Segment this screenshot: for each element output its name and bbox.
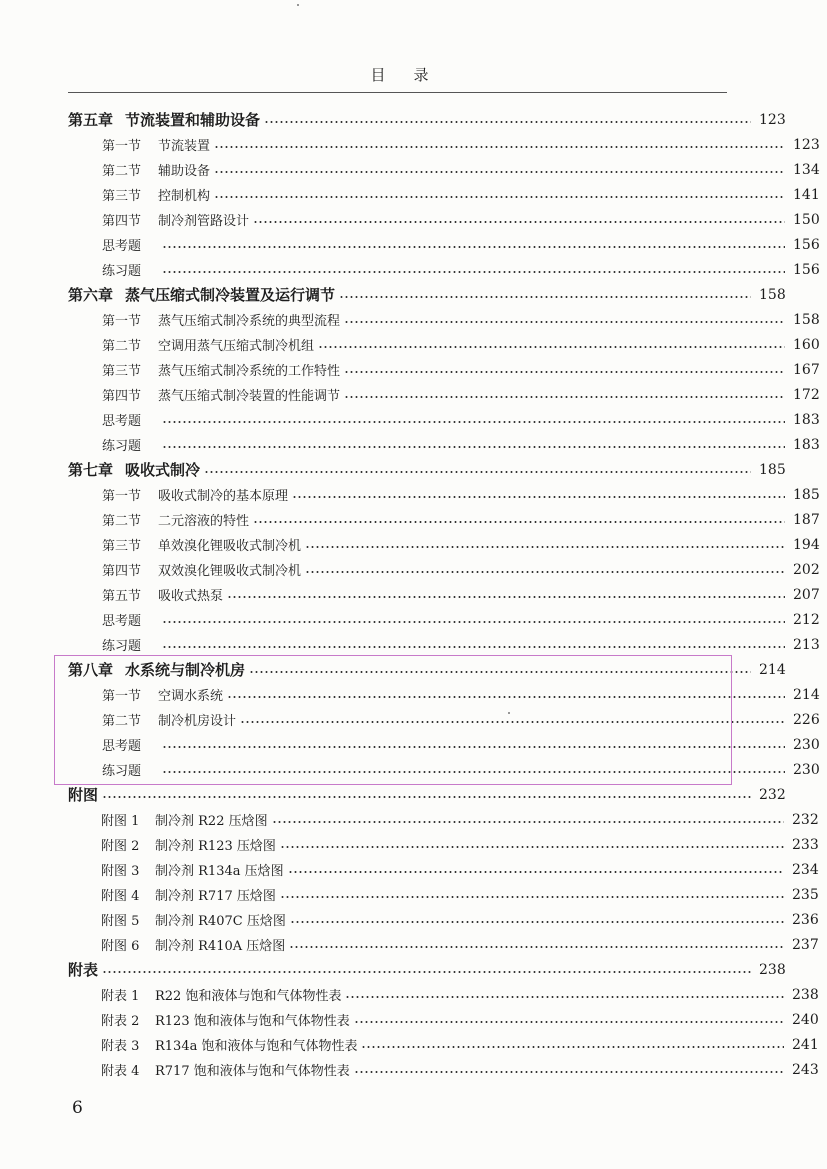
toc-entry-label: 附图 5 — [101, 914, 140, 929]
toc-page-number: 230 — [793, 761, 820, 778]
dot-leader — [264, 121, 751, 123]
dot-leader — [344, 321, 785, 323]
toc-entry-title: 双效溴化锂吸收式制冷机 — [158, 564, 302, 579]
toc-chapter-row — [0, 457, 827, 482]
toc-entry-title: 蒸气压缩式制冷装置的性能调节 — [158, 389, 341, 404]
dot-leader — [289, 946, 784, 948]
page-number: 6 — [72, 1098, 83, 1118]
toc-entry-row — [0, 857, 827, 882]
dot-leader — [162, 421, 785, 423]
toc-chapter-row — [0, 107, 827, 132]
dot-leader — [305, 571, 785, 573]
toc-page-number: 183 — [793, 411, 820, 428]
dot-leader — [253, 221, 785, 223]
toc-entry-label: 第一节 — [102, 139, 142, 154]
toc-appendix-row — [0, 782, 827, 807]
toc-entry-label: 第五章 — [68, 111, 114, 129]
toc-entry-label: 第七章 — [68, 461, 114, 479]
toc-page-number: 214 — [759, 661, 786, 678]
toc-page-number: 160 — [793, 336, 820, 353]
toc-page-number: 226 — [793, 711, 820, 728]
toc-entry-label: 附图 — [68, 786, 99, 804]
toc-entry-title: 制冷剂 R410A 压焓图 — [155, 939, 286, 954]
toc-entry-row — [0, 1032, 827, 1057]
toc-entry-title: 制冷剂 R717 压焓图 — [155, 889, 276, 904]
toc-page-number: 230 — [793, 736, 820, 753]
toc-page-number: 150 — [793, 211, 820, 228]
toc-page-number: 240 — [792, 1011, 819, 1028]
toc-entry-label: 第三节 — [102, 189, 142, 204]
toc-page-number: 202 — [793, 561, 820, 578]
dot-leader — [102, 796, 751, 798]
toc-entry-label: 附表 — [68, 961, 99, 979]
toc-entry-title: 节流装置和辅助设备 — [125, 111, 261, 129]
toc-entry-row — [0, 132, 827, 157]
toc-entry-row — [0, 332, 827, 357]
toc-page-number: 158 — [759, 286, 786, 303]
toc-entry-row — [0, 257, 827, 282]
dot-leader — [345, 996, 784, 998]
dot-leader — [280, 896, 784, 898]
toc-entry-title: 制冷机房设计 — [158, 714, 237, 729]
toc-entry-row — [0, 307, 827, 332]
toc-entry-label: 练习题 — [102, 639, 142, 654]
toc-page-number: 185 — [759, 461, 786, 478]
toc-page-number: 238 — [759, 961, 786, 978]
toc-page-number: 232 — [792, 811, 819, 828]
toc-page-number: 214 — [793, 686, 820, 703]
toc-entry-label: 附表 3 — [101, 1039, 140, 1054]
toc-entry-label: 思考题 — [102, 239, 142, 254]
toc-entry-label: 第五节 — [102, 589, 142, 604]
toc-entry-label: 第二节 — [102, 339, 142, 354]
toc-entry-title: 水系统与制冷机房 — [125, 661, 246, 679]
toc-entry-title: 单效溴化锂吸收式制冷机 — [158, 539, 302, 554]
toc-page-number: 207 — [793, 586, 820, 603]
dot-leader — [354, 1071, 784, 1073]
toc-entry-row — [0, 532, 827, 557]
toc-entry-row — [0, 1057, 827, 1082]
toc-appendix-row — [0, 957, 827, 982]
header-divider — [68, 92, 727, 93]
toc-page-number: 183 — [793, 436, 820, 453]
toc-entry-title: 空调水系统 — [158, 689, 224, 704]
dot-leader — [292, 496, 785, 498]
chapter-8-highlight-box — [54, 655, 732, 785]
dot-leader — [305, 546, 785, 548]
toc-entry-row — [0, 557, 827, 582]
toc-entry-label: 附图 6 — [101, 939, 140, 954]
toc-page-number: 156 — [793, 236, 820, 253]
dot-leader — [253, 521, 785, 523]
toc-entry-row — [0, 832, 827, 857]
toc-page-number: 123 — [759, 111, 786, 128]
toc-page-number: 213 — [793, 636, 820, 653]
toc-entry-row — [0, 932, 827, 957]
toc-page-number: 234 — [792, 861, 819, 878]
toc-entry-label: 第三节 — [102, 364, 142, 379]
dot-leader — [162, 621, 785, 623]
toc-entry-label: 附表 1 — [101, 989, 140, 1004]
toc-entry-title: 吸收式热泵 — [158, 589, 224, 604]
dot-leader — [102, 971, 751, 973]
toc-entry-label: 第六章 — [68, 286, 114, 304]
toc-entry-label: 附图 2 — [101, 839, 140, 854]
toc-entry-title: R22 饱和液体与饱和气体物性表 — [155, 989, 342, 1004]
toc-entry-label: 第一节 — [102, 314, 142, 329]
toc-page-number: 241 — [792, 1036, 819, 1053]
toc-entry-label: 思考题 — [102, 614, 142, 629]
toc-entry-label: 第二节 — [102, 514, 142, 529]
toc-page-number: 235 — [792, 886, 819, 903]
scan-speck — [297, 4, 299, 6]
toc-entry-label: 附图 3 — [101, 864, 140, 879]
toc-entry-label: 第四节 — [102, 214, 142, 229]
dot-leader — [162, 646, 785, 648]
toc-page-number: 233 — [792, 836, 819, 853]
toc-chapter-row — [0, 282, 827, 307]
toc-page-number: 194 — [793, 536, 820, 553]
dot-leader — [339, 296, 751, 298]
toc-entry-row — [0, 357, 827, 382]
dot-leader — [344, 371, 785, 373]
toc-entry-label: 第二节 — [102, 714, 142, 729]
dot-leader — [227, 596, 785, 598]
page-title: 目录 — [370, 66, 457, 84]
toc-entry-label: 附图 1 — [101, 814, 140, 829]
toc-entry-label: 练习题 — [102, 764, 142, 779]
toc-entry-title: 吸收式制冷 — [125, 461, 201, 479]
toc-entry-title: R123 饱和液体与饱和气体物性表 — [155, 1014, 350, 1029]
toc-page-number: 237 — [792, 936, 819, 953]
dot-leader — [344, 396, 785, 398]
toc-entry-label: 练习题 — [102, 439, 142, 454]
dot-leader — [361, 1046, 784, 1048]
toc-entry-row — [0, 982, 827, 1007]
dot-leader — [214, 146, 785, 148]
toc-entry-label: 第二节 — [102, 164, 142, 179]
toc-entry-row — [0, 432, 827, 457]
toc-page-number: 212 — [793, 611, 820, 628]
toc-entry-title: R717 饱和液体与饱和气体物性表 — [155, 1064, 350, 1079]
toc-entry-title: 制冷剂 R407C 压焓图 — [155, 914, 286, 929]
toc-entry-title: 蒸气压缩式制冷系统的典型流程 — [158, 314, 341, 329]
toc-entry-label: 第四节 — [102, 564, 142, 579]
dot-leader — [318, 346, 785, 348]
toc-entry-title: 节流装置 — [158, 139, 211, 154]
dot-leader — [162, 246, 785, 248]
toc-entry-label: 思考题 — [102, 414, 142, 429]
toc-entry-title: 辅助设备 — [158, 164, 211, 179]
dot-leader — [272, 821, 784, 823]
toc-page-number: 243 — [792, 1061, 819, 1078]
toc-entry-label: 附图 4 — [101, 889, 140, 904]
toc-entry-label: 第一节 — [102, 689, 142, 704]
toc-entry-row — [0, 182, 827, 207]
toc-entry-title: 制冷剂 R134a 压焓图 — [155, 864, 284, 879]
toc-entry-label: 练习题 — [102, 264, 142, 279]
dot-leader — [214, 196, 785, 198]
toc-entry-row — [0, 207, 827, 232]
toc-entry-row — [0, 482, 827, 507]
scan-speck — [508, 712, 510, 714]
toc-page-number: 167 — [793, 361, 820, 378]
toc-entry-label: 附表 2 — [101, 1014, 140, 1029]
toc-entry-label: 第三节 — [102, 539, 142, 554]
toc-page-number: 141 — [793, 186, 820, 203]
toc-entry-row — [0, 907, 827, 932]
dot-leader — [214, 171, 785, 173]
toc-entry-row — [0, 582, 827, 607]
dot-leader — [280, 846, 784, 848]
toc-entry-label: 附表 4 — [101, 1064, 140, 1079]
toc-page-number: 156 — [793, 261, 820, 278]
toc-entry-label: 第一节 — [102, 489, 142, 504]
dot-leader — [162, 271, 785, 273]
dot-leader — [290, 921, 784, 923]
toc-entry-title: 空调用蒸气压缩式制冷机组 — [158, 339, 315, 354]
toc-entry-label: 第四节 — [102, 389, 142, 404]
toc-entry-title: 二元溶液的特性 — [158, 514, 250, 529]
toc-entry-row — [0, 807, 827, 832]
toc-entry-row — [0, 507, 827, 532]
toc-entry-title: R134a 饱和液体与饱和气体物性表 — [155, 1039, 358, 1054]
toc-entry-row — [0, 632, 827, 657]
toc-entry-title: 蒸气压缩式制冷装置及运行调节 — [125, 286, 336, 304]
toc-entry-title: 蒸气压缩式制冷系统的工作特性 — [158, 364, 341, 379]
toc-entry-title: 制冷剂管路设计 — [158, 214, 250, 229]
toc-entry-row — [0, 1007, 827, 1032]
toc-page-number: 236 — [792, 911, 819, 928]
toc-entry-row — [0, 882, 827, 907]
toc-entry-row — [0, 382, 827, 407]
toc-page-number: 172 — [793, 386, 820, 403]
toc-entry-title: 吸收式制冷的基本原理 — [158, 489, 289, 504]
toc-entry-row — [0, 407, 827, 432]
toc-entry-row — [0, 157, 827, 182]
dot-leader — [288, 871, 784, 873]
toc-entry-title: 控制机构 — [158, 189, 211, 204]
toc-entry-title: 制冷剂 R22 压焓图 — [155, 814, 268, 829]
dot-leader — [204, 471, 751, 473]
toc-page-number: 238 — [792, 986, 819, 1003]
toc-entry-label: 第八章 — [68, 661, 114, 679]
toc-page-number: 185 — [793, 486, 820, 503]
dot-leader — [354, 1021, 784, 1023]
dot-leader — [162, 446, 785, 448]
toc-entry-title: 制冷剂 R123 压焓图 — [155, 839, 276, 854]
toc-page-number: 158 — [793, 311, 820, 328]
toc-page-number: 232 — [759, 786, 786, 803]
toc-entry-row — [0, 232, 827, 257]
toc-page-number: 123 — [793, 136, 820, 153]
toc-page-number: 134 — [793, 161, 820, 178]
toc-entry-label: 思考题 — [102, 739, 142, 754]
toc-page-number: 187 — [793, 511, 820, 528]
toc-entry-row — [0, 607, 827, 632]
